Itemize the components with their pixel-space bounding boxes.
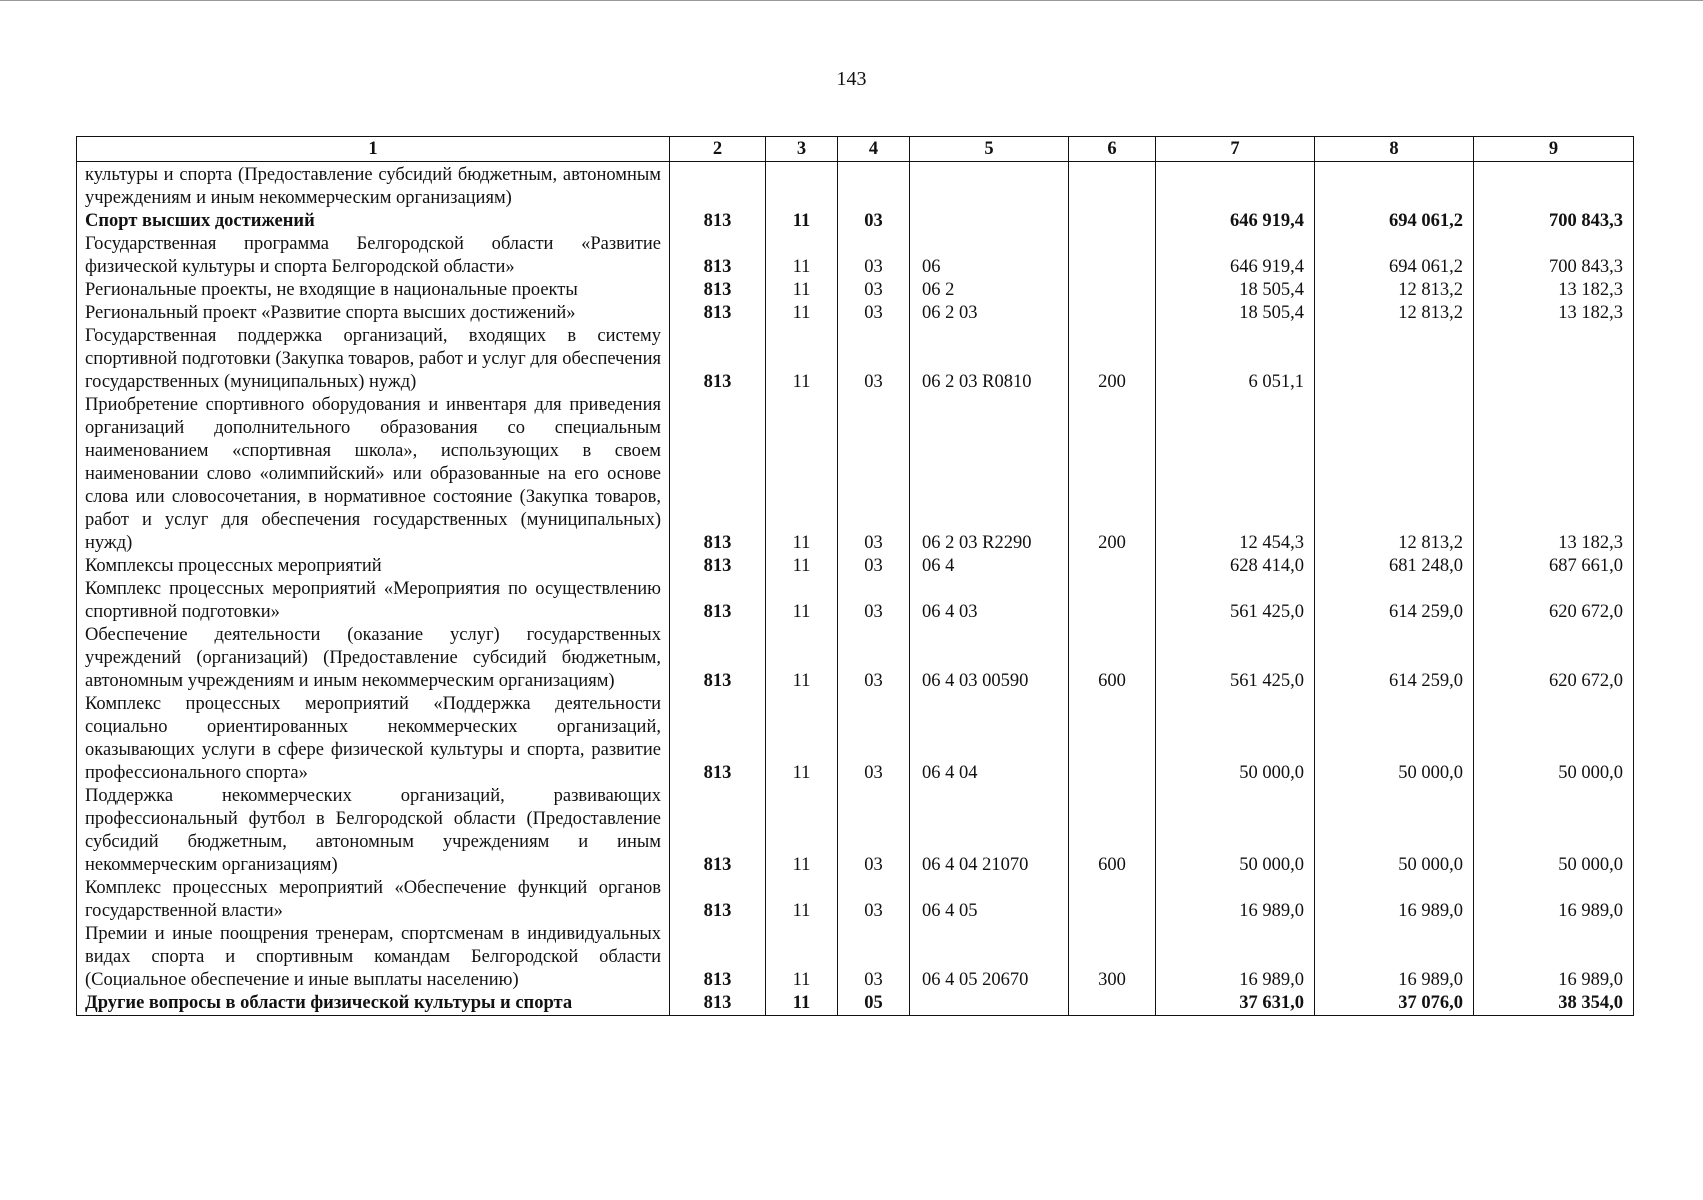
- cell-amount-year2: 16 989,0: [1315, 923, 1474, 992]
- cell-amount-year1: 18 505,4: [1156, 279, 1315, 302]
- table-row: [77, 877, 1634, 923]
- cell-name: Государственная программа Белгородской области «Развитие физической культуры и спорта Белгородской области»: [77, 233, 670, 279]
- cell-amount-year2: 614 259,0: [1315, 578, 1474, 624]
- cell-amount-year1: 561 425,0: [1156, 624, 1315, 693]
- cell-amount-year3: 620 672,0: [1474, 578, 1634, 624]
- cell-section: 11: [766, 302, 838, 325]
- cell-amount-year3: [1474, 162, 1634, 211]
- table-row: [77, 578, 1634, 624]
- cell-grbs-code: 813: [670, 877, 766, 923]
- cell-subsection: 03: [838, 210, 910, 233]
- cell-expense-type: 300: [1069, 923, 1156, 992]
- cell-subsection: 03: [838, 693, 910, 785]
- cell-name: культуры и спорта (Предоставление субсидий бюджетным, автономным учреждениям и иным некоммерческим организациям): [77, 162, 670, 211]
- cell-amount-year1: 50 000,0: [1156, 785, 1315, 877]
- table-row: [77, 624, 1634, 693]
- cell-name: Поддержка некоммерческих организаций, развивающих профессиональный футбол в Белгородской области (Предоставление субсидий бюджетным, автономным учреждениям и иным некоммерческим организациям): [77, 785, 670, 877]
- column-header: 9: [1474, 137, 1634, 162]
- cell-target-article: 06 4: [910, 555, 1069, 578]
- table-row: [77, 233, 1634, 279]
- cell-target-article: [910, 162, 1069, 211]
- cell-expense-type: 200: [1069, 325, 1156, 394]
- table-row: [77, 693, 1634, 785]
- cell-grbs-code: 813: [670, 785, 766, 877]
- cell-amount-year1: 6 051,1: [1156, 325, 1315, 394]
- cell-name: Обеспечение деятельности (оказание услуг) государственных учреждений (организаций) (Предоставление субсидий бюджетным, автономным учреждениям и иным некоммерческим организациям): [77, 624, 670, 693]
- cell-section: 11: [766, 992, 838, 1016]
- cell-target-article: 06 4 04 21070: [910, 785, 1069, 877]
- cell-amount-year1: 16 989,0: [1156, 877, 1315, 923]
- cell-grbs-code: 813: [670, 302, 766, 325]
- cell-section: 11: [766, 785, 838, 877]
- cell-amount-year2: 694 061,2: [1315, 233, 1474, 279]
- cell-subsection: [838, 162, 910, 211]
- column-header: 7: [1156, 137, 1315, 162]
- column-header: 5: [910, 137, 1069, 162]
- cell-grbs-code: 813: [670, 923, 766, 992]
- cell-expense-type: [1069, 877, 1156, 923]
- cell-subsection: 03: [838, 279, 910, 302]
- cell-amount-year3: 16 989,0: [1474, 923, 1634, 992]
- cell-expense-type: [1069, 162, 1156, 211]
- cell-amount-year2: [1315, 325, 1474, 394]
- table-row: [77, 394, 1634, 555]
- cell-amount-year3: 13 182,3: [1474, 394, 1634, 555]
- cell-amount-year2: 614 259,0: [1315, 624, 1474, 693]
- cell-expense-type: [1069, 693, 1156, 785]
- cell-section: 11: [766, 233, 838, 279]
- cell-expense-type: [1069, 210, 1156, 233]
- cell-amount-year2: 694 061,2: [1315, 210, 1474, 233]
- cell-amount-year3: 620 672,0: [1474, 624, 1634, 693]
- column-header: 4: [838, 137, 910, 162]
- cell-grbs-code: 813: [670, 624, 766, 693]
- cell-name: Спорт высших достижений: [77, 210, 670, 233]
- scan-top-edge: [0, 0, 1703, 4]
- cell-section: 11: [766, 923, 838, 992]
- cell-name: Премии и иные поощрения тренерам, спортсменам в индивидуальных видах спорта и спортивным командам Белгородской области (Социальное обеспечение и иные выплаты населению): [77, 923, 670, 992]
- cell-grbs-code: 813: [670, 693, 766, 785]
- table-row: [77, 325, 1634, 394]
- cell-amount-year1: 646 919,4: [1156, 210, 1315, 233]
- cell-section: 11: [766, 578, 838, 624]
- column-header: 1: [77, 137, 670, 162]
- cell-amount-year3: 16 989,0: [1474, 877, 1634, 923]
- cell-grbs-code: 813: [670, 233, 766, 279]
- cell-target-article: [910, 210, 1069, 233]
- cell-amount-year3: 38 354,0: [1474, 992, 1634, 1016]
- cell-subsection: 03: [838, 302, 910, 325]
- cell-amount-year1: 12 454,3: [1156, 394, 1315, 555]
- table-row: [77, 555, 1634, 578]
- cell-amount-year3: 13 182,3: [1474, 279, 1634, 302]
- table-row: [77, 302, 1634, 325]
- cell-expense-type: 600: [1069, 624, 1156, 693]
- cell-target-article: 06 2: [910, 279, 1069, 302]
- cell-amount-year3: 687 661,0: [1474, 555, 1634, 578]
- cell-amount-year2: 37 076,0: [1315, 992, 1474, 1016]
- cell-section: 11: [766, 624, 838, 693]
- cell-amount-year3: 50 000,0: [1474, 785, 1634, 877]
- table-row: [77, 279, 1634, 302]
- cell-amount-year2: 50 000,0: [1315, 785, 1474, 877]
- cell-subsection: 03: [838, 325, 910, 394]
- cell-subsection: 03: [838, 394, 910, 555]
- cell-amount-year1: 50 000,0: [1156, 693, 1315, 785]
- header-row: [77, 137, 1634, 162]
- table-row: [77, 785, 1634, 877]
- cell-expense-type: [1069, 578, 1156, 624]
- cell-amount-year3: 700 843,3: [1474, 233, 1634, 279]
- cell-amount-year1: [1156, 162, 1315, 211]
- cell-name: Приобретение спортивного оборудования и инвентаря для приведения организаций дополнительного образования со специальным наименованием «спортивная школа», использующих в своем наименовании слово «олимпийский» или образованные на его основе слова или словосочетания, в нормативное состояние (Закупка товаров, работ и услуг для обеспечения государственных (муниципальных) нужд): [77, 394, 670, 555]
- table-row: [77, 923, 1634, 992]
- cell-expense-type: [1069, 992, 1156, 1016]
- cell-name: Комплекс процессных мероприятий «Мероприятия по осуществлению спортивной подготовки»: [77, 578, 670, 624]
- cell-target-article: 06: [910, 233, 1069, 279]
- cell-name: Региональные проекты, не входящие в национальные проекты: [77, 279, 670, 302]
- cell-subsection: 03: [838, 923, 910, 992]
- cell-grbs-code: 813: [670, 394, 766, 555]
- cell-subsection: 03: [838, 877, 910, 923]
- cell-name: Другие вопросы в области физической культуры и спорта: [77, 992, 670, 1016]
- cell-grbs-code: 813: [670, 325, 766, 394]
- cell-grbs-code: 813: [670, 210, 766, 233]
- cell-subsection: 03: [838, 578, 910, 624]
- cell-grbs-code: 813: [670, 555, 766, 578]
- cell-target-article: 06 2 03: [910, 302, 1069, 325]
- cell-amount-year2: [1315, 162, 1474, 211]
- cell-grbs-code: 813: [670, 279, 766, 302]
- cell-target-article: 06 2 03 R2290: [910, 394, 1069, 555]
- cell-amount-year1: 561 425,0: [1156, 578, 1315, 624]
- cell-expense-type: [1069, 233, 1156, 279]
- cell-target-article: 06 4 05: [910, 877, 1069, 923]
- cell-subsection: 03: [838, 233, 910, 279]
- cell-target-article: [910, 992, 1069, 1016]
- page-number: 143: [836, 68, 867, 90]
- cell-section: 11: [766, 877, 838, 923]
- cell-amount-year1: 37 631,0: [1156, 992, 1315, 1016]
- cell-amount-year2: 12 813,2: [1315, 279, 1474, 302]
- cell-section: 11: [766, 394, 838, 555]
- cell-grbs-code: 813: [670, 578, 766, 624]
- cell-section: [766, 162, 838, 211]
- cell-expense-type: 200: [1069, 394, 1156, 555]
- cell-expense-type: [1069, 555, 1156, 578]
- cell-amount-year3: 50 000,0: [1474, 693, 1634, 785]
- column-header: 2: [670, 137, 766, 162]
- cell-amount-year3: [1474, 325, 1634, 394]
- column-header: 3: [766, 137, 838, 162]
- cell-section: 11: [766, 210, 838, 233]
- cell-grbs-code: [670, 162, 766, 211]
- table-row: [77, 992, 1634, 1016]
- cell-target-article: 06 2 03 R0810: [910, 325, 1069, 394]
- cell-section: 11: [766, 693, 838, 785]
- cell-amount-year2: 12 813,2: [1315, 302, 1474, 325]
- cell-expense-type: [1069, 302, 1156, 325]
- cell-name: Комплекс процессных мероприятий «Поддержка деятельности социально ориентированных некоммерческих организаций, оказывающих услуги в сфере физической культуры и спорта, развитие профессионального спорта»: [77, 693, 670, 785]
- table-row: [77, 162, 1634, 211]
- cell-target-article: 06 4 05 20670: [910, 923, 1069, 992]
- cell-amount-year2: 12 813,2: [1315, 394, 1474, 555]
- table-row: [77, 210, 1634, 233]
- cell-subsection: 03: [838, 785, 910, 877]
- cell-expense-type: 600: [1069, 785, 1156, 877]
- budget-table: [76, 136, 1634, 1016]
- cell-amount-year3: 13 182,3: [1474, 302, 1634, 325]
- cell-name: Комплексы процессных мероприятий: [77, 555, 670, 578]
- cell-subsection: 05: [838, 992, 910, 1016]
- cell-amount-year1: 628 414,0: [1156, 555, 1315, 578]
- cell-amount-year2: 16 989,0: [1315, 877, 1474, 923]
- cell-amount-year2: 681 248,0: [1315, 555, 1474, 578]
- cell-grbs-code: 813: [670, 992, 766, 1016]
- cell-section: 11: [766, 325, 838, 394]
- cell-name: Государственная поддержка организаций, входящих в систему спортивной подготовки (Закупка товаров, работ и услуг для обеспечения государственных (муниципальных) нужд): [77, 325, 670, 394]
- cell-target-article: 06 4 03 00590: [910, 624, 1069, 693]
- cell-amount-year1: 16 989,0: [1156, 923, 1315, 992]
- cell-target-article: 06 4 03: [910, 578, 1069, 624]
- cell-amount-year2: 50 000,0: [1315, 693, 1474, 785]
- cell-name: Региональный проект «Развитие спорта высших достижений»: [77, 302, 670, 325]
- cell-section: 11: [766, 555, 838, 578]
- cell-section: 11: [766, 279, 838, 302]
- cell-subsection: 03: [838, 555, 910, 578]
- cell-name: Комплекс процессных мероприятий «Обеспечение функций органов государственной власти»: [77, 877, 670, 923]
- cell-target-article: 06 4 04: [910, 693, 1069, 785]
- cell-expense-type: [1069, 279, 1156, 302]
- cell-amount-year1: 18 505,4: [1156, 302, 1315, 325]
- cell-subsection: 03: [838, 624, 910, 693]
- table-body: [77, 162, 1634, 1016]
- column-header: 6: [1069, 137, 1156, 162]
- cell-amount-year1: 646 919,4: [1156, 233, 1315, 279]
- column-header: 8: [1315, 137, 1474, 162]
- cell-amount-year3: 700 843,3: [1474, 210, 1634, 233]
